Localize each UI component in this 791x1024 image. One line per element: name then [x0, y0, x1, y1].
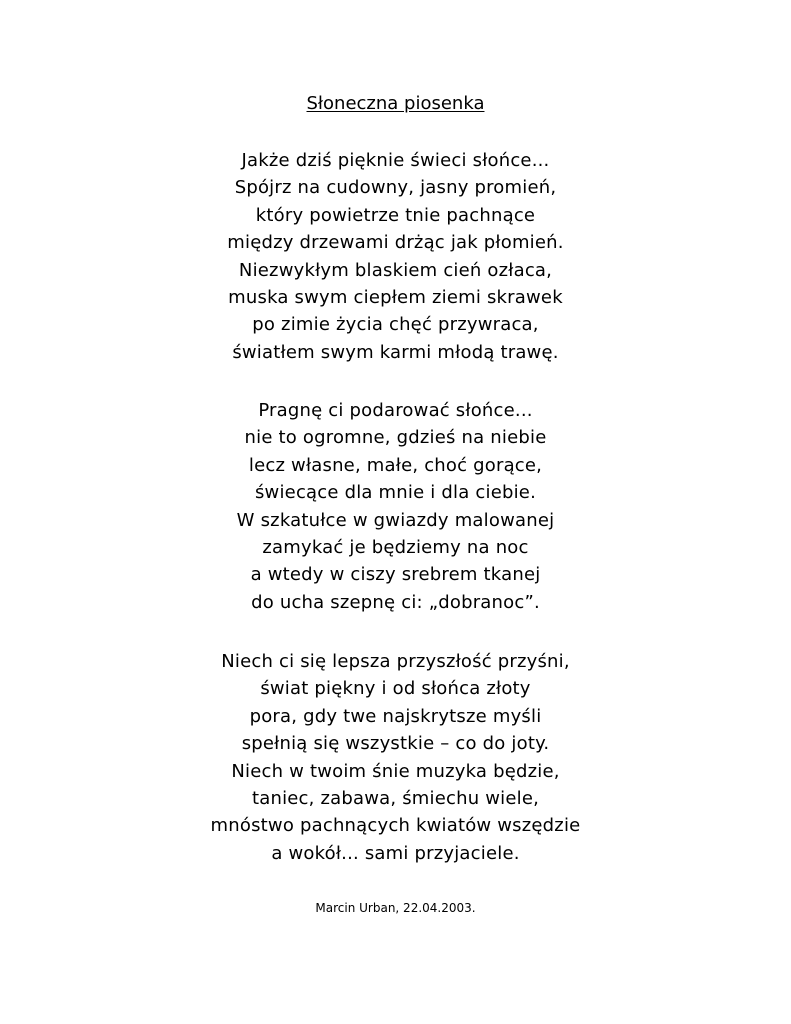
stanza-3: [0, 648, 791, 867]
stanza-2: [0, 397, 791, 616]
poem-line: po zimie życia chęć przywraca,: [252, 314, 539, 336]
poem-line: a wtedy w ciszy srebrem tkanej: [250, 564, 541, 586]
author-signature: Marcin Urban, 22.04.2003.: [315, 901, 476, 915]
poem-line: spełnią się wszystkie – co do joty.: [241, 733, 550, 755]
poem-line: Niezwykłym blaskiem cień ozłaca,: [238, 259, 553, 281]
poem-line: pora, gdy twe najskrytsze myśli: [249, 705, 542, 727]
poem-title: Słoneczna piosenka: [306, 93, 485, 114]
poem-line: Pragnę ci podarować słońce...: [258, 400, 533, 421]
poem-line: lecz własne, małe, choć gorące,: [248, 454, 543, 476]
poem-line: między drzewami drżąc jak płomień.: [227, 232, 564, 254]
poem-line: do ucha szepnę ci: „dobranoc”.: [251, 591, 540, 613]
poem-line: taniec, zabawa, śmiechu wiele,: [251, 787, 540, 809]
poem-line: muska swym ciepłem ziemi skrawek: [228, 286, 563, 308]
poem-line: Niech w twoim śnie muzyka będzie,: [231, 760, 560, 782]
poem-line: a wokół... sami przyjaciele.: [271, 842, 520, 864]
poem-line: który powietrze tnie pachnące: [255, 204, 536, 226]
poem-line: mnóstwo pachnących kwiatów wszędzie: [210, 815, 581, 837]
poem-line: zamykać je będziemy na noc: [262, 536, 529, 558]
stanza-1: [0, 147, 791, 366]
poem-line: Niech ci się lepsza przyszłość przyśni,: [221, 651, 570, 672]
poem-line: świecące dla mnie i dla ciebie.: [254, 482, 536, 504]
poem-line: Spójrz na cudowny, jasny promień,: [234, 177, 557, 199]
poem-line: Jakże dziś pięknie świeci słońce...: [241, 150, 550, 171]
poem-line: świat piękny i od słońca złoty: [260, 678, 531, 700]
poem-line: W szkatułce w gwiazdy malowanej: [236, 509, 555, 531]
poem-line: światłem swym karmi młodą trawę.: [232, 341, 559, 363]
poem-line: nie to ogromne, gdzieś na niebie: [244, 427, 547, 449]
